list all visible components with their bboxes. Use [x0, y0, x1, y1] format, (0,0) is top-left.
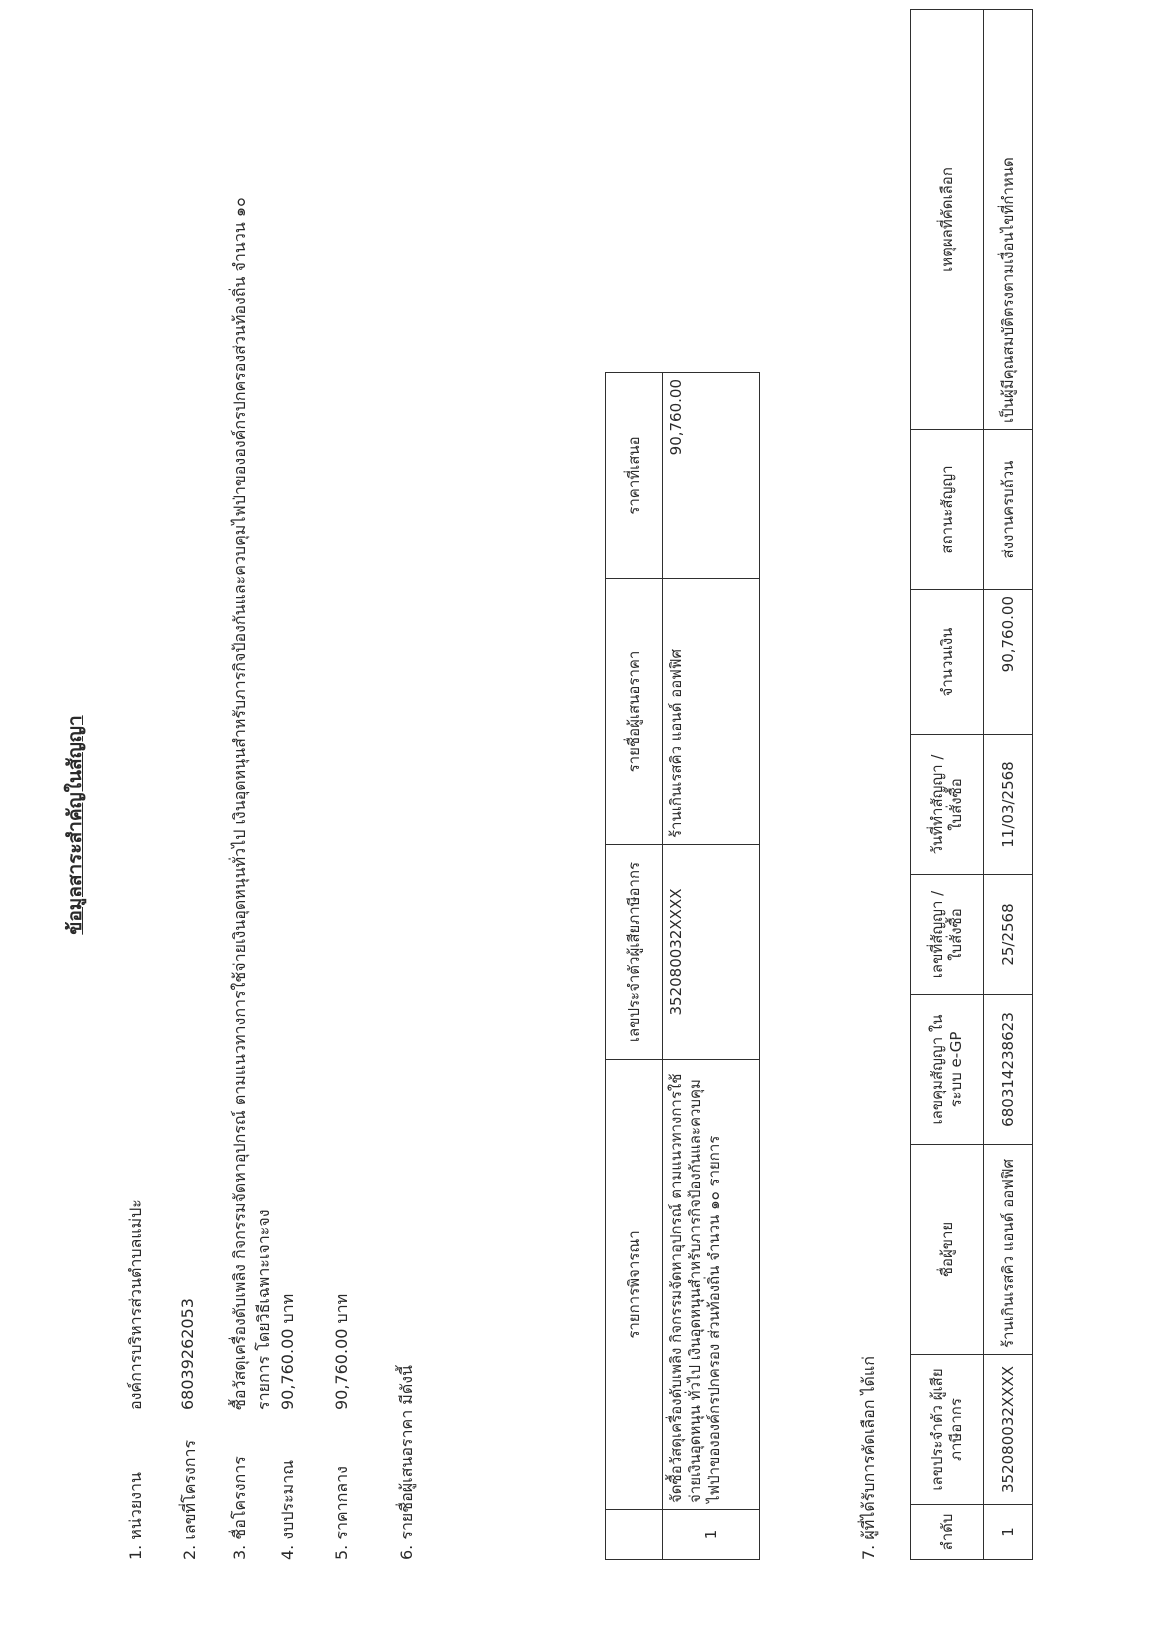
winner-header-date: วันที่ทำสัญญา / ใบสั่งซื้อ	[911, 735, 984, 875]
info-value-project-name: ซื้อวัสดุเครื่องดับเพลิง กิจกรรมจัดหาอุปกรณ์ ตามแนวทางการใช้จ่ายเงินอุดหนุนทั่วไป เงินอุดหนุนสำหรับภารกิจป้องกันและควบคุมไฟป่าขององค์กรปกครองส่วนท้องถิ่น จำนวน ๑๐	[230, 197, 249, 1410]
bidders-header-bidder: รายชื่อผู้เสนอราคา	[606, 579, 663, 845]
bidders-header-blank	[606, 1510, 663, 1560]
bidder-row-tax-id: 352080032XXXX	[663, 845, 760, 1060]
winner-row-date: 11/03/2568	[984, 735, 1033, 875]
section-bidders-heading: 6. รายชื่อผู้เสนอราคา มีดังนี้	[397, 1365, 416, 1560]
winner-row-amount: 90,760.00	[984, 590, 1033, 735]
winner-row-seller: ร้านเกินเรสคิว แอนด์ ออฟฟิศ	[984, 1145, 1033, 1355]
bidder-row-number: 1	[663, 1510, 760, 1560]
winner-header-reason: เหตุผลที่คัดเลือก	[911, 10, 984, 430]
winner-row-contract-no: 25/2568	[984, 875, 1033, 995]
info-value-project-name-line2: รายการ โดยวิธีเฉพาะเจาะจง	[254, 1209, 273, 1410]
bidders-header-price: ราคาที่เสนอ	[606, 373, 663, 579]
winner-row-status: ส่งงานครบถ้วน	[984, 430, 1033, 590]
winner-header-seller: ชื่อผู้ขาย	[911, 1145, 984, 1355]
table-row	[984, 10, 1033, 1560]
winner-header-order: ลำดับ	[911, 1505, 984, 1560]
winner-row-reason: เป็นผู้มีคุณสมบัติตรงตามเงื่อนไขที่กำหนด	[984, 10, 1033, 430]
winner-row-tax-id: 352080032XXXX	[984, 1355, 1033, 1505]
section-winner-heading: 7. ผู้ที่ได้รับการคัดเลือก ได้แก่	[859, 1356, 878, 1560]
info-value-median-price: 90,760.00 บาท	[332, 1293, 351, 1410]
bidders-header-item: รายการพิจารณา	[606, 1060, 663, 1510]
info-label-project-name: 3. ชื่อโครงการ	[230, 1456, 249, 1560]
bidders-table	[605, 372, 760, 1560]
bidders-table-header	[606, 373, 663, 1560]
winner-table	[910, 9, 1033, 1560]
info-value-budget: 90,760.00 บาท	[278, 1293, 297, 1410]
bidder-row-name: ร้านเกินเรสคิว แอนด์ ออฟฟิศ	[663, 579, 760, 845]
info-value-agency: องค์การบริหารส่วนตำบลแม่ปะ	[126, 1199, 145, 1410]
winner-header-egp: เลขคุมสัญญา ในระบบ e-GP	[911, 995, 984, 1145]
bidders-header-tax-id: เลขประจำตัวผู้เสียภาษีอากร	[606, 845, 663, 1060]
bidder-row-price: 90,760.00	[663, 373, 760, 579]
bidder-row-item: จัดซื้อวัสดุเครื่องดับเพลิง กิจกรรมจัดหาอุปกรณ์ ตามแนวทางการใช้จ่ายเงินอุดหนุน ทั่วไป เงินอุดหนุนสำหรับภารกิจป้องกันและควบคุมไฟป่าขององค์กรปกครอง ส่วนท้องถิ่น จำนวน ๑๐ รายการ	[663, 1060, 760, 1510]
winner-row-order: 1	[984, 1505, 1033, 1560]
document-title: ข้อมูลสาระสำคัญในสัญญา	[64, 715, 86, 935]
winner-row-egp: 68031423862З	[984, 995, 1033, 1145]
info-label-agency: 1. หน่วยงาน	[126, 1472, 145, 1560]
table-row	[663, 373, 760, 1560]
winner-header-contract-no: เลขที่สัญญา / ใบสั่งซื้อ	[911, 875, 984, 995]
info-value-project-number: 68039262053	[178, 1298, 197, 1410]
info-label-project-number: 2. เลขที่โครงการ	[180, 1439, 199, 1560]
info-label-median-price: 5. ราคากลาง	[332, 1466, 351, 1560]
winner-header-tax-id: เลขประจำตัว ผู้เสียภาษีอากร	[911, 1355, 984, 1505]
winner-header-status: สถานะสัญญา	[911, 430, 984, 590]
winner-header-amount: จำนวนเงิน	[911, 590, 984, 735]
winner-table-header	[911, 10, 984, 1560]
info-label-budget: 4. งบประมาณ	[278, 1459, 297, 1560]
